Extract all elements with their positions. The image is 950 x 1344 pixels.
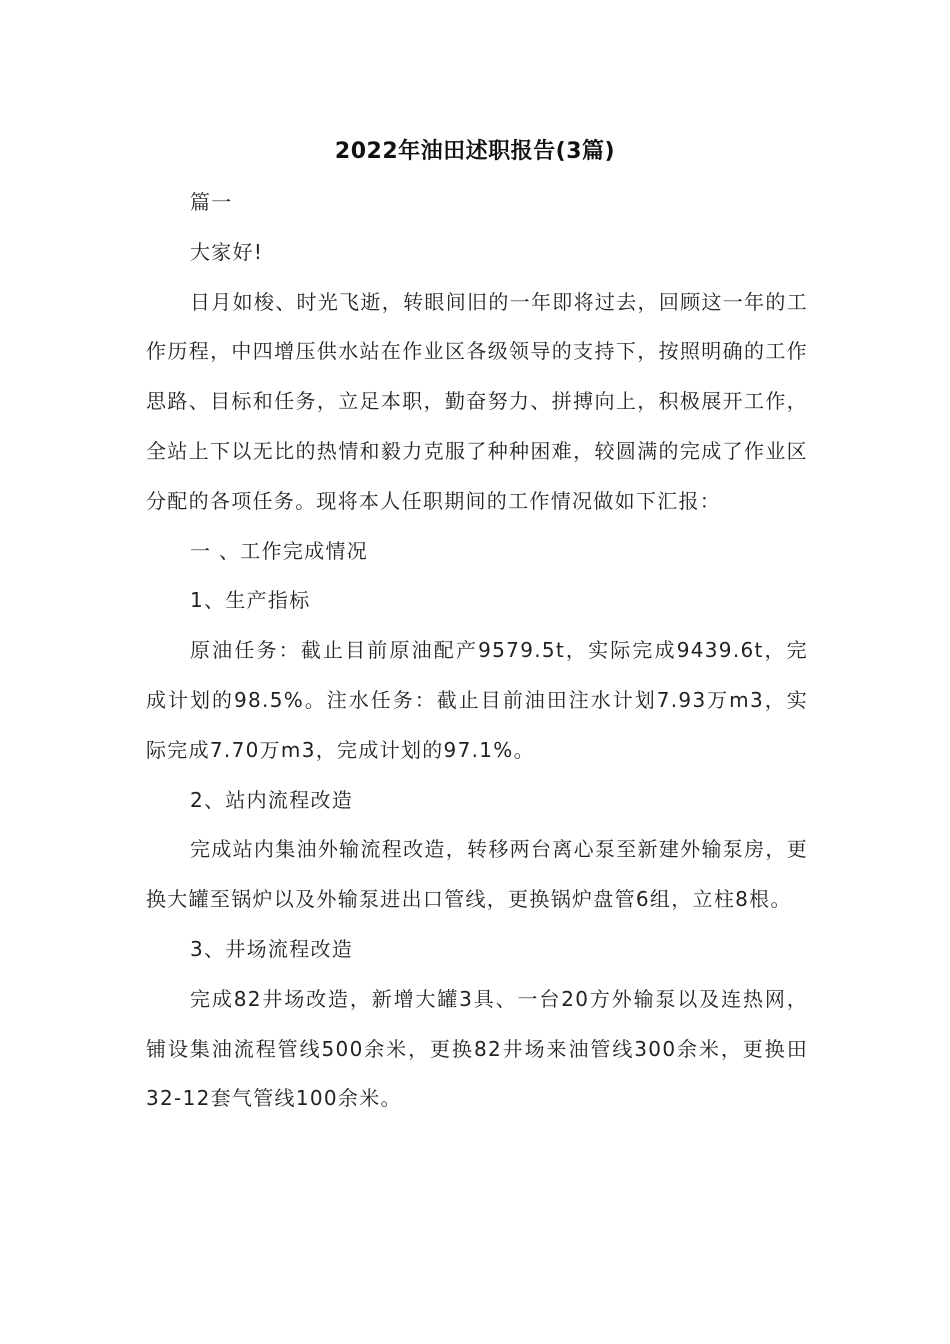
document-title: 2022年油田述职报告(3篇)	[334, 139, 616, 164]
wellsite-process-paragraph: 完成82井场改造，新增大罐3具、一台20方外输泵以及连热网，铺设集油流程管线500余米，更换82井场来油管线300余米，更换田32-12套气管线100余米。	[146, 986, 808, 1111]
heading-work-completion: 一 、工作完成情况	[190, 538, 369, 563]
greeting: 大家好!	[190, 239, 264, 264]
intro-paragraph: 日月如梭、时光飞逝，转眼间旧的一年即将过去，回顾这一年的工作历程，中四增压供水站在作业区各级领导的支持下，按照明确的工作思路、目标和任务，立足本职，勤奋努力、拼搏向上，积极展开工作，全站上下以无比的热情和毅力克服了种种困难，较圆满的完成了作业区分配的各项任务。现将本人任职期间的工作情况做如下汇报：	[146, 289, 808, 513]
document-body	[146, 178, 808, 1124]
production-indicators-paragraph: 原油任务：截止目前原油配产9579.5t，实际完成9439.6t，完成计划的98.5%。注水任务：截止目前油田注水计划7.93万m3，实际完成7.70万m3，完成计划的97.1%。	[146, 638, 808, 762]
station-process-paragraph: 完成站内集油外输流程改造，转移两台离心泵至新建外输泵房，更换大罐至锅炉以及外输泵进出口管线，更换锅炉盘管6组，立柱8根。	[146, 837, 808, 912]
subheading-wellsite-process: 3、井场流程改造	[190, 936, 354, 961]
subheading-station-process: 2、站内流程改造	[190, 787, 354, 812]
subheading-production-indicators: 1、生产指标	[190, 588, 311, 613]
section-heading-part-one: 篇一	[190, 190, 233, 214]
